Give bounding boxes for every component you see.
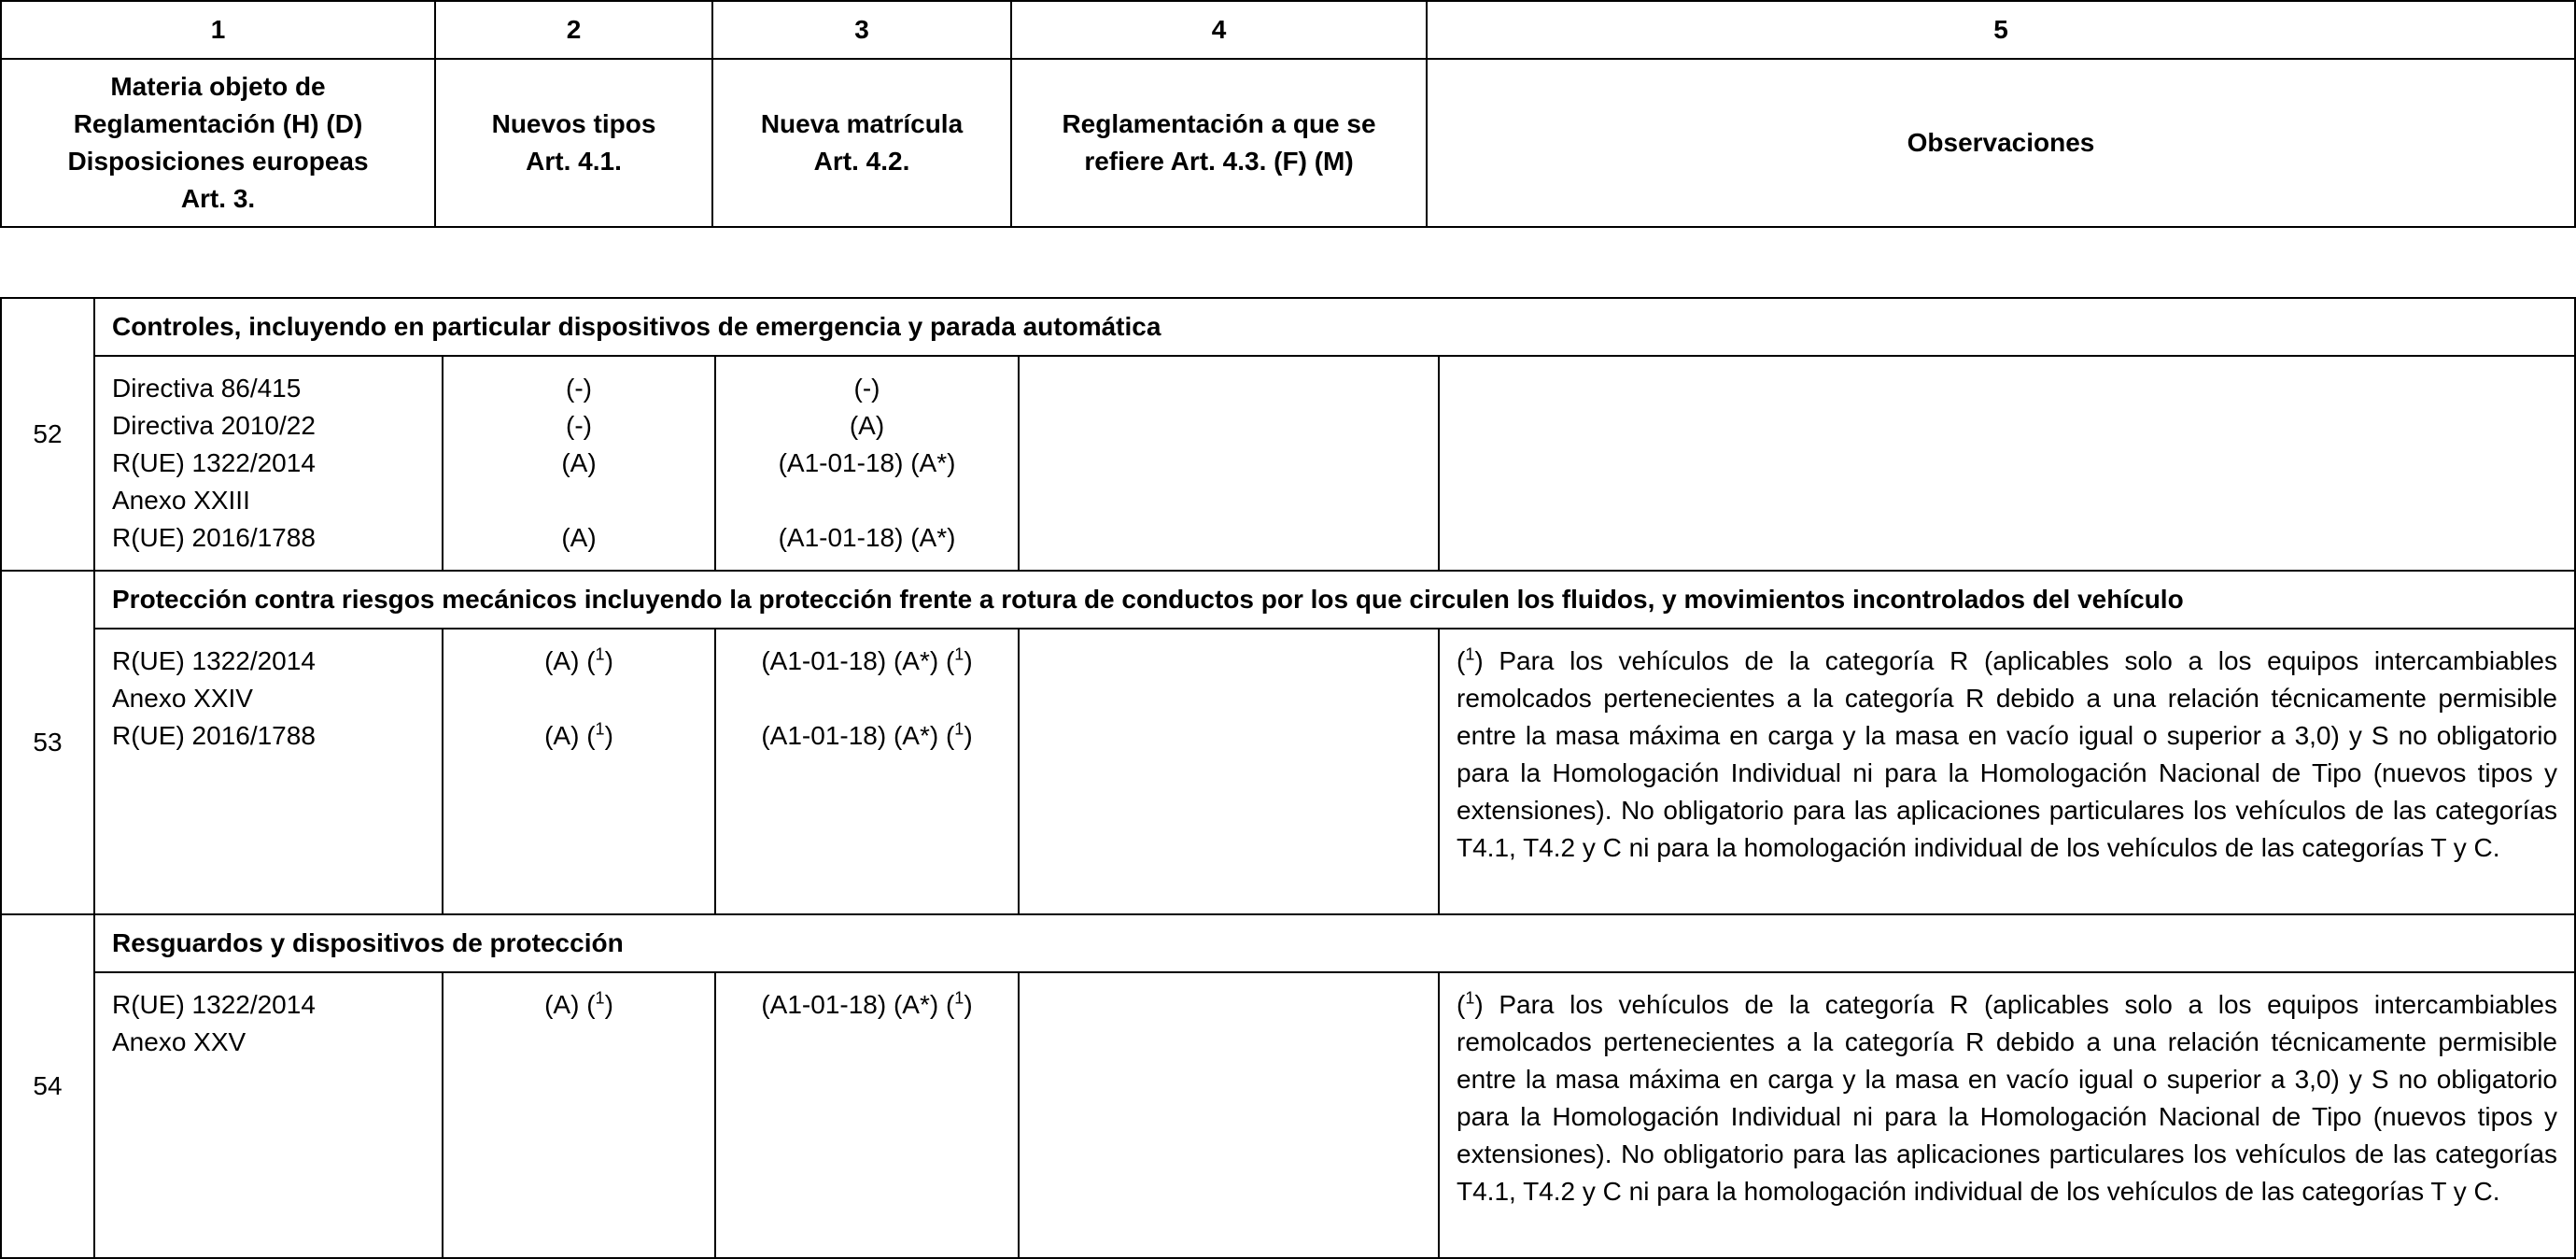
footnote-marker: 1 bbox=[595, 719, 605, 739]
observations-cell: ($^1$) Para los vehículos de la categoría R (aplicables solo a los equipos intercambiables remolcados pertenecientes a la categoría R debido a una relación técnicamente permisible entre la masa máxima en carga y la masa en vacío igual o superior a 3,0) y S no obligatorio para la Homologación Individual ni para la Homologación Nacional de Tipo (nuevos tipos y extensiones). No obligatorio para las aplicaciones particulares los vehículos de las categorías T4.1, T4.2 y C ni para la homologación individual de los vehículos de las categorías T y C. bbox=[1439, 972, 2575, 1258]
table-row bbox=[1, 972, 2575, 1258]
new-registration-cell: (A1-01-18) (A*) ($^1$) (A1-01-18) (A*) ($^1$) bbox=[715, 629, 1019, 914]
footnote-marker: 1 bbox=[954, 988, 964, 1008]
footnote-marker: 1 bbox=[595, 644, 605, 664]
footnote-marker: 1 bbox=[595, 988, 605, 1008]
regulations-cell: R(UE) 1322/2014 Anexo XXIV R(UE) 2016/1788 bbox=[94, 629, 443, 914]
footnote-marker: 1 bbox=[1465, 988, 1475, 1008]
new-types-cell: (A) ($^1$) (A) ($^1$) bbox=[443, 629, 715, 914]
new-types-cell: (A) ($^1$) bbox=[443, 972, 715, 1258]
col-header-regulation-subject: Materia objeto de Reglamentación (H) (D) Disposiciones europeas Art. 3. bbox=[1, 59, 435, 227]
new-registration-cell: (-) (A) (A1-01-18) (A*) (A1-01-18) (A*) bbox=[715, 356, 1019, 571]
footnote-marker: 1 bbox=[954, 644, 964, 664]
regulation-ref-cell bbox=[1019, 629, 1439, 914]
header-table bbox=[0, 0, 2576, 228]
col-number-3: 3 bbox=[712, 1, 1011, 59]
new-registration-cell: (A1-01-18) (A*) ($^1$) bbox=[715, 972, 1019, 1258]
row-number: 52 bbox=[1, 298, 94, 571]
col-header-new-types: Nuevos tipos Art. 4.1. bbox=[435, 59, 712, 227]
row-title: Protección contra riesgos mecánicos incluyendo la protección frente a rotura de conductos por los que circulen los fluidos, y movimientos incontrolados del vehículo bbox=[94, 571, 2575, 629]
observations-cell: ($^1$) Para los vehículos de la categoría R (aplicables solo a los equipos intercambiables remolcados pertenecientes a la categoría R debido a una relación técnicamente permisible entre la masa máxima en carga y la masa en vacío igual o superior a 3,0) y S no obligatorio para la Homologación Individual ni para la Homologación Nacional de Tipo (nuevos tipos y extensiones). No obligatorio para las aplicaciones particulares los vehículos de las categorías T4.1, T4.2 y C ni para la homologación individual de los vehículos de las categorías T y C. bbox=[1439, 629, 2575, 914]
regulations-cell: R(UE) 1322/2014 Anexo XXV bbox=[94, 972, 443, 1258]
footnote-marker: 1 bbox=[1465, 644, 1475, 664]
requirements-table bbox=[0, 297, 2576, 1259]
observations-cell bbox=[1439, 356, 2575, 571]
footnote-marker: 1 bbox=[954, 719, 964, 739]
table-row bbox=[1, 571, 2575, 629]
col-number-5: 5 bbox=[1427, 1, 2575, 59]
row-title: Controles, incluyendo en particular dispositivos de emergencia y parada automática bbox=[94, 298, 2575, 356]
table-row bbox=[1, 356, 2575, 571]
col-number-1: 1 bbox=[1, 1, 435, 59]
table-row bbox=[1, 914, 2575, 972]
table-row bbox=[1, 298, 2575, 356]
regulations-cell: Directiva 86/415 Directiva 2010/22 R(UE) 1322/2014 Anexo XXIII R(UE) 2016/1788 bbox=[94, 356, 443, 571]
col-header-regulation-ref: Reglamentación a que se refiere Art. 4.3. (F) (M) bbox=[1011, 59, 1427, 227]
col-number-4: 4 bbox=[1011, 1, 1427, 59]
row-title: Resguardos y dispositivos de protección bbox=[94, 914, 2575, 972]
col-header-new-registration: Nueva matrícula Art. 4.2. bbox=[712, 59, 1011, 227]
col-header-observations: Observaciones bbox=[1427, 59, 2575, 227]
row-number: 53 bbox=[1, 571, 94, 914]
row-number: 54 bbox=[1, 914, 94, 1258]
col-number-2: 2 bbox=[435, 1, 712, 59]
table-row bbox=[1, 629, 2575, 914]
new-types-cell: (-) (-) (A) (A) bbox=[443, 356, 715, 571]
regulation-ref-cell bbox=[1019, 356, 1439, 571]
regulation-ref-cell bbox=[1019, 972, 1439, 1258]
